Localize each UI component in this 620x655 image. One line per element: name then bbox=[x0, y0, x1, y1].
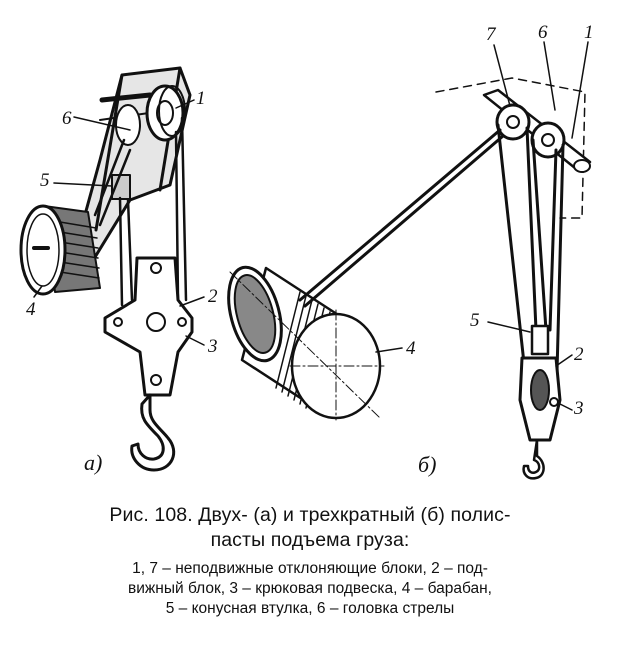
part-label: 3 bbox=[574, 398, 584, 419]
part-label: 5 bbox=[470, 310, 480, 331]
part-label: 3 bbox=[208, 336, 218, 357]
part-label: 7 bbox=[486, 24, 496, 45]
part-label: 1 bbox=[584, 22, 594, 43]
part-label: 2 bbox=[208, 286, 218, 307]
figure-caption bbox=[0, 503, 620, 619]
part-label: 6 bbox=[538, 22, 548, 43]
hook-b bbox=[524, 440, 544, 478]
hoist-b bbox=[219, 78, 590, 478]
part-label: 2 bbox=[574, 344, 584, 365]
part-label: 6 bbox=[62, 108, 72, 129]
hook-block-b bbox=[520, 326, 560, 440]
hoist-a bbox=[21, 68, 192, 470]
caption-title-line: пасты подъема груза: bbox=[210, 529, 410, 551]
fixed-sheave-a bbox=[147, 86, 185, 140]
part-label: 1 bbox=[196, 88, 206, 109]
hook-a bbox=[132, 395, 174, 470]
part-label: 4 bbox=[406, 338, 416, 359]
caption-legend-line: 1, 7 – неподвижные отклоняющие блоки, 2 – под- bbox=[132, 560, 488, 577]
caption-legend-line: 5 – конусная втулка, 6 – головка стрелы bbox=[165, 600, 455, 617]
caption-legend-line: вижный блок, 3 – крюковая подвеска, 4 – барабан, bbox=[128, 580, 492, 597]
part-label: 4 bbox=[26, 299, 36, 320]
sub-label-a: а) bbox=[84, 450, 103, 475]
part-label: 5 bbox=[40, 170, 50, 191]
boom-head-sheave-a bbox=[116, 105, 140, 145]
caption-title-line: Рис. 108. Двух- (а) и трехкратный (б) полис- bbox=[109, 504, 511, 526]
drum-b bbox=[219, 261, 384, 420]
drum-a bbox=[21, 206, 100, 294]
sub-label-b: б) bbox=[418, 452, 437, 477]
